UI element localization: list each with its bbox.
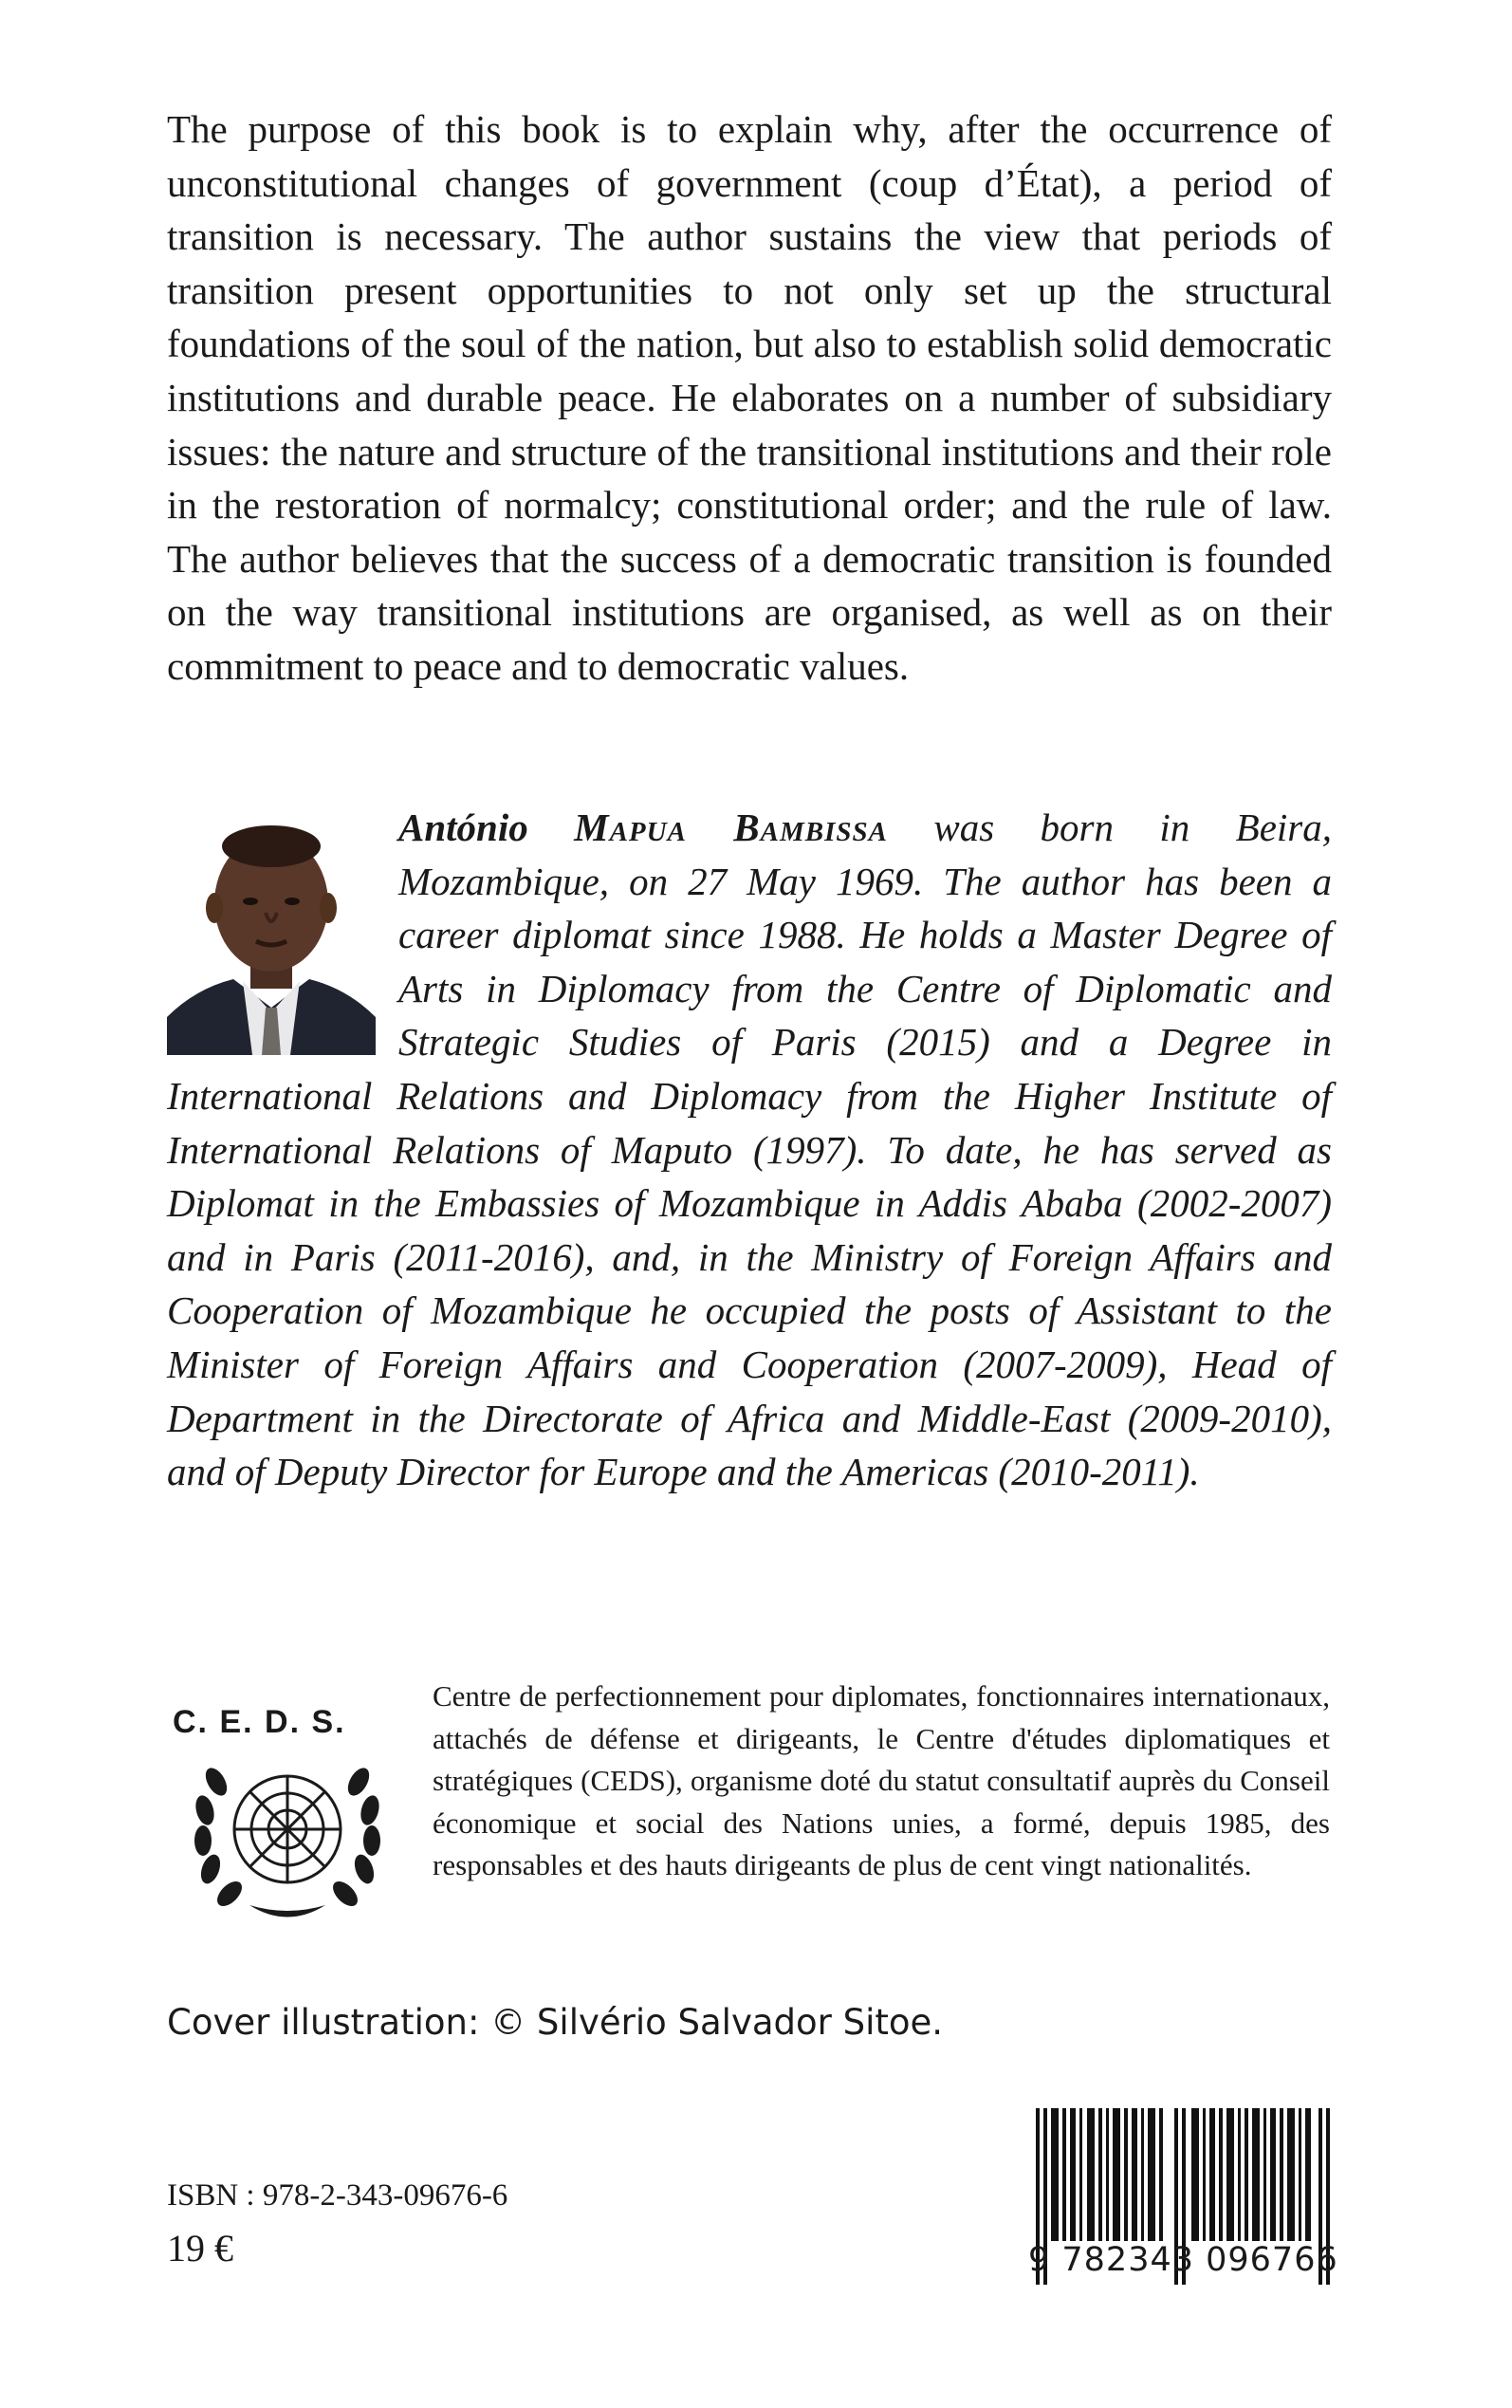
author-surname: Mapua Bambissa: [574, 806, 888, 849]
cover-credit: Cover illustration: © Silvério Salvador Sitoe.: [167, 2002, 944, 2043]
ceds-description: Centre de perfectionnement pour diplomates, fonctionnaires internationaux, attachés de défense et dirigeants, le Centre d'études diplomatiques et stratégiques (CEDS), organisme doté du statut consultatif auprès du Conseil économique et social des Nations unies, a formé, depuis 1985, des responsables et des hauts dirigeants de plus de cent vingt nationalités.: [433, 1679, 1330, 1881]
author-photo: [167, 818, 376, 1055]
price: 19 €: [167, 2227, 233, 2269]
isbn: ISBN : 978-2-343-09676-6: [167, 2178, 508, 2213]
author-bio-text: was born in Beira, Mozambique, on 27 May 1969. The author has been a career diplomat since 1988. He holds a Master Degree of Arts in Diplomacy from the Centre of Diplomatic and Strategic Studies of Paris (2015) and a Degree in International Relations and Diplomacy from the Higher Institute of International Relations of Maputo (1997). To date, he has served as Diplomat in the Embassies of Mozambique in Addis Ababa (2002-2007) and in Paris (2011-2016), and, in the Ministry of Foreign Affairs and Cooperation of Mozambique he occupied the posts of Assistant to the Minister of Foreign Affairs and Cooperation (2007-2009), Head of Department in the Directorate of Africa and Middle-East (2009-2010), and of Deputy Director for Europe and the Americas (2010-2011).: [167, 806, 1332, 1494]
ceds-emblem: [159, 1753, 415, 1924]
ceds-logo-letters: C. E. D. S.: [173, 1704, 346, 1740]
back-cover-blurb: The purpose of this book is to explain why, after the occurrence of unconstitutional changes of government (coup d’État), a period of transition is necessary. The author sustains the view that periods of transition present opportunities to not only set up the structural foundations of the soul of the nation, but also to establish solid democratic institutions and durable peace. He elaborates on a number of subsidiary issues: the nature and structure of the transitional institutions and their role in the restoration of normalcy; constitutional order; and the rule of law. The author believes that the success of a democratic transition is founded on the way transitional institutions are organised, as well as on their commitment to peace and to democratic values.: [167, 107, 1332, 688]
author-first-name: António: [398, 806, 528, 849]
barcode-digits: 9 782343 096766: [1028, 2241, 1338, 2279]
ceds-logo: [159, 1704, 415, 1922]
